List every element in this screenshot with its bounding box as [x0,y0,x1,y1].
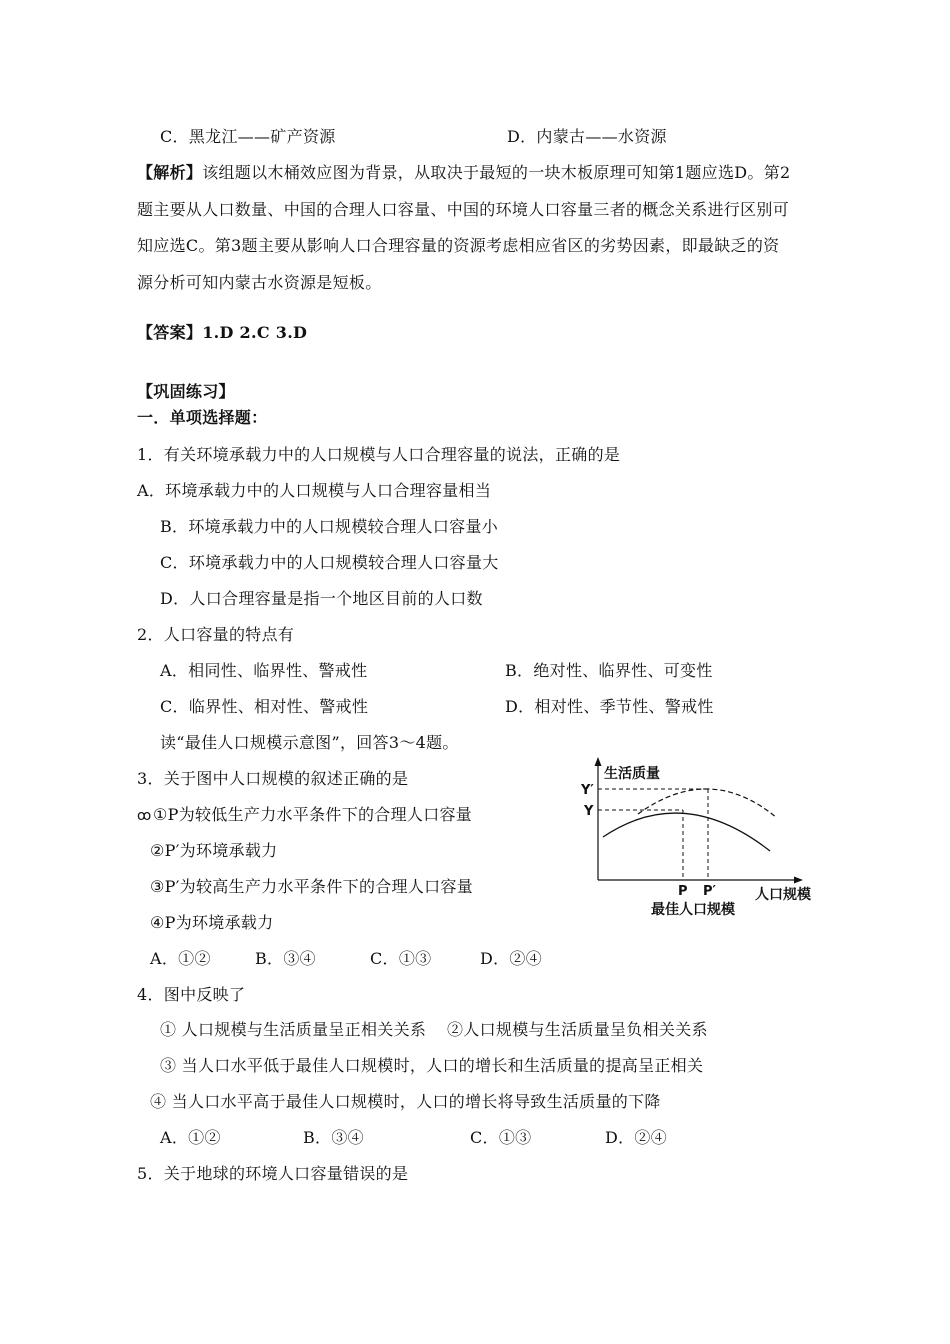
q3-option-c: C．①③ [370,949,432,968]
analysis-label: 【解析】 [137,163,203,182]
q1-stem: 1．有关环境承载力中的人口规模与人口合理容量的说法，正确的是 [137,445,621,464]
analysis-text-1: 该组题以木桶效应图为背景，从取决于最短的一块木板原理可知第1题应选D。第2 [202,163,791,182]
p-tick: P [678,884,688,899]
q3-option-b: B．③④ [255,949,316,968]
q3-statement-3: ③P′为较高生产力水平条件下的合理人口容量 [150,877,474,896]
prev-option-c: C．黑龙江——矿产资源 [160,127,336,146]
prev-option-d: D．内蒙古——水资源 [507,127,667,146]
y-axis-arrow-icon [595,757,602,766]
q1-option-c: C．环境承载力中的人口规模较合理人口容量大 [160,553,499,572]
q3-stem: 3．关于图中人口规模的叙述正确的是 [137,769,409,788]
answer-text: 1.D 2.C 3.D [202,323,308,342]
q4-statement-4: ④ 当人口水平高于最佳人口规模时，人口的增长将导致生活质量的下降 [150,1092,661,1111]
section-heading: 一．单项选择题： [137,408,268,427]
q1-option-a: A．环境承载力中的人口规模与人口合理容量相当 [137,481,492,500]
y-tick: Y [584,804,594,819]
y-prime-tick: Y′ [581,783,594,798]
q3-statement-2: ②P′为环境承载力 [150,841,278,860]
q1-option-d: D．人口合理容量是指一个地区目前的人口数 [160,589,483,608]
q2-option-d: D．相对性、季节性、警戒性 [505,697,714,716]
q3-statement-1-row [137,805,472,826]
q4-option-d: D．②④ [605,1128,668,1147]
analysis-line-1 [137,163,791,183]
q2-stem: 2．人口容量的特点有 [137,625,295,644]
q3-option-a: A．①② [150,949,211,968]
q4-option-a: A．①② [160,1128,221,1147]
analysis-line-2: 题主要从人口数量、中国的合理人口容量、中国的环境人口容量三者的概念关系进行区别可 [137,200,790,219]
analysis-line-4: 源分析可知内蒙古水资源是短板。 [137,273,382,292]
q2-option-a: A．相同性、临界性、警戒性 [160,661,368,680]
x-axis-label: 人口规模 [755,887,811,903]
figure-caption: 最佳人口规模 [651,902,735,918]
population-scale-figure [565,755,830,925]
q4-option-b: B．③④ [303,1128,364,1147]
q4-statement-2: ②人口规模与生活质量呈负相关关系 [447,1020,708,1039]
q3-statement-1: ①P为较低生产力水平条件下的合理人口容量 [153,805,473,824]
answer-line [137,323,307,343]
wing-glyph-icon: ꝏ [137,808,152,824]
q1-option-b: B．环境承载力中的人口规模较合理人口容量小 [160,517,499,536]
answer-label: 【答案】 [137,323,203,342]
q3-option-d: D．②④ [480,949,543,968]
q3-statement-4: ④P为环境承载力 [150,913,274,932]
q2-option-b: B．绝对性、临界性、可变性 [505,661,713,680]
q5-stem: 5．关于地球的环境人口容量错误的是 [137,1164,409,1183]
y-axis-label: 生活质量 [604,766,660,782]
q2-option-c: C．临界性、相对性、警戒性 [160,697,369,716]
practice-heading: 【巩固练习】 [137,382,235,401]
q4-option-c: C．①③ [470,1128,532,1147]
figure-intro: 读“最佳人口规模示意图”，回答3～4题。 [160,733,459,752]
current-quality-curve [603,813,770,851]
q4-statement-3: ③ 当人口水平低于最佳人口规模时，人口的增长和生活质量的提高呈正相关 [160,1056,704,1075]
analysis-line-3: 知应选C。第3题主要从影响人口合理容量的资源考虑相应省区的劣势因素，即最缺乏的资 [137,236,780,255]
p-prime-tick: P′ [703,884,716,899]
x-axis-arrow-icon [794,877,803,884]
q4-statement-1: ① 人口规模与生活质量呈正相关关系 [160,1020,427,1039]
q4-stem: 4．图中反映了 [137,985,246,1004]
